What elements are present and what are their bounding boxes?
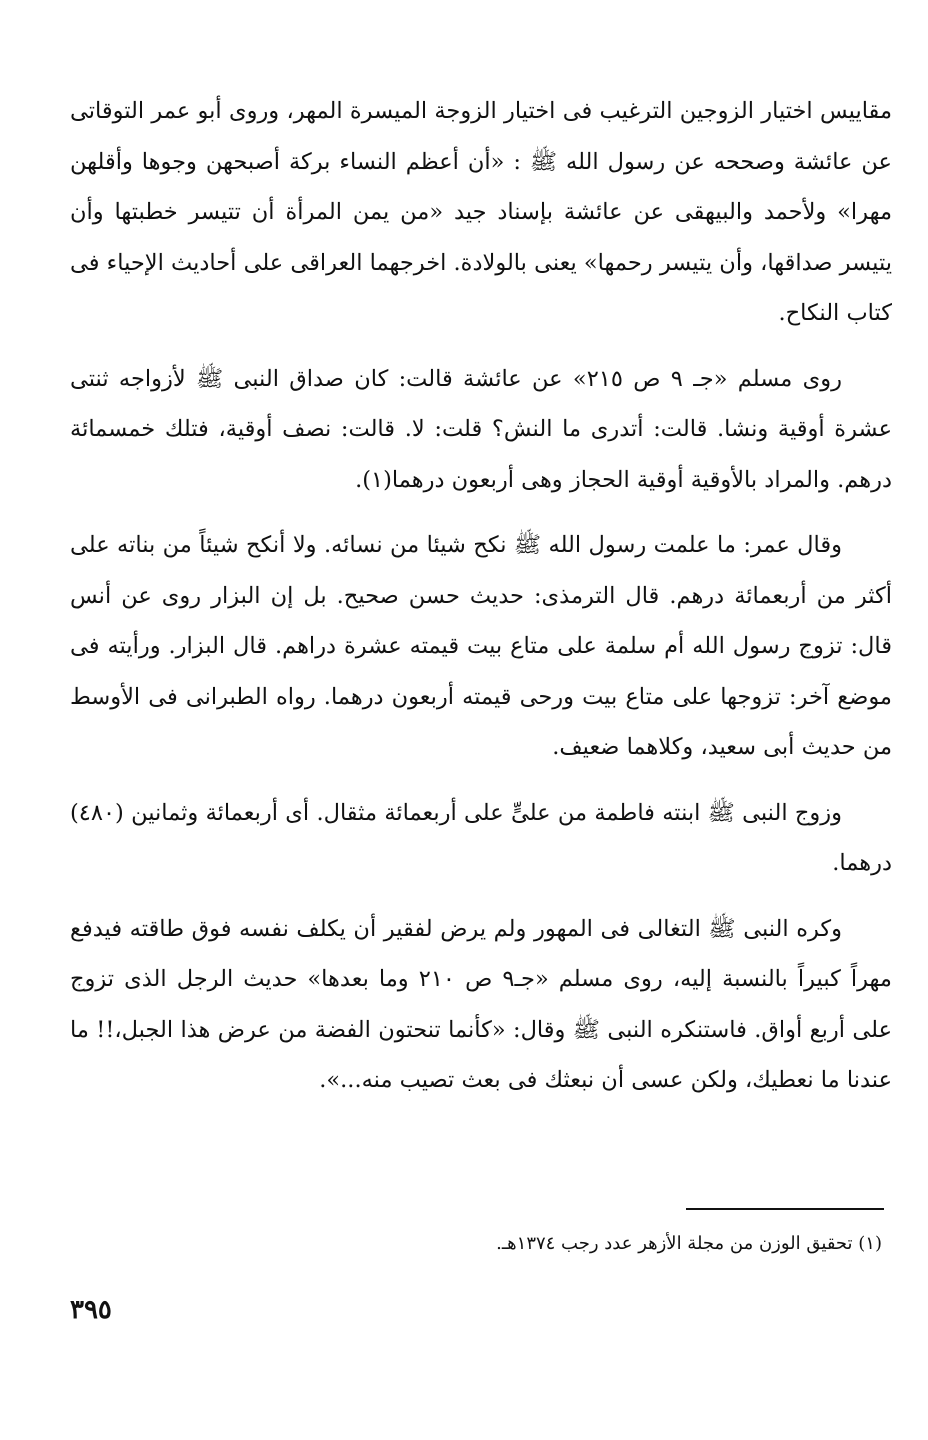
paragraph-3: وقال عمر: ما علمت رسول الله ﷺ نكح شيئا من نسائه. ولا أنكح شيئاً من بناته على أكثر من أربعمائة درهم. قال الترمذى: حديث حسن صحيح. بل إن البزار روى عن أنس قال: تزوج رسول الله أم سلمة على متاع بيت قيمته عشرة دراهم. قال البزار. ورأيته فى موضع آخر: تزوجها على متاع بيت ورحى قيمته أربعون درهما. رواه الطبرانى فى الأوسط من حديث أبى سعيد، وكلاهما ضعيف. (70, 532, 892, 760)
footnote: (١) تحقيق الوزن من مجلة الأزهر عدد رجب ١٣٧٤هـ. (496, 1233, 882, 1254)
footnote-divider (686, 1208, 884, 1210)
main-text (70, 86, 892, 1121)
paragraph-1: مقاييس اختيار الزوجين الترغيب فى اختيار الزوجة الميسرة المهر، وروى أبو عمر التوقاتى عن عائشة وصححه عن رسول الله ﷺ : «أن أعظم النساء بركة أصبحهن وجوها وأقلهن مهرا» ولأحمد والبيهقى عن عائشة بإسناد جيد «من يمن المرأة أن تتيسر خطبتها وأن يتيسر صداقها، وأن يتيسر رحمها» يعنى بالولادة. اخرجهما العراقى على أحاديث الإحياء فى كتاب النكاح. (70, 98, 892, 326)
paragraph-2: روى مسلم «جـ ٩ ص ٢١٥» عن عائشة قالت: كان صداق النبى ﷺ لأزواجه ثنتى عشرة أوقية ونشا. قالت: أتدرى ما النش؟ قلت: لا. قالت: نصف أوقية، فتلك خمسمائة درهم. والمراد بالأوقية أوقية الحجاز وهى أربعون درهما(١). (70, 365, 892, 493)
page-number: ٣٩٥ (70, 1295, 112, 1325)
paragraph-4: وزوج النبى ﷺ ابنته فاطمة من علىٍّ على أربعمائة مثقال. أى أربعمائة وثمانين (٤٨٠) درهما. (70, 799, 892, 876)
paragraph-5: وكره النبى ﷺ التغالى فى المهور ولم يرض لفقير أن يكلف نفسه فوق طاقته فيدفع مهراً كبيراً بالنسبة إليه، روى مسلم «جـ٩ ص ٢١٠ وما بعدها» حديث الرجل الذى تزوج على أربع أواق. فاستنكره النبى ﷺ وقال: «كأنما تنحتون الفضة من عرض هذا الجبل،!! ما عندنا ما نعطيك، ولكن عسى أن نبعثك فى بعث تصيب منه...». (70, 915, 892, 1093)
